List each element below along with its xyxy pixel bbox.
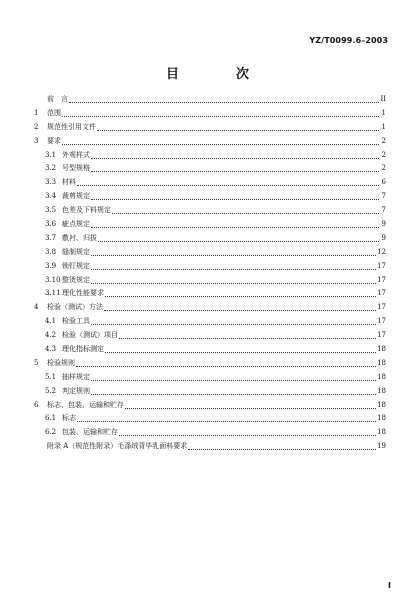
toc-entry-number: 3 xyxy=(34,136,39,145)
toc-entry[interactable] xyxy=(34,135,386,149)
toc-entry-label: 范围 xyxy=(47,108,61,117)
toc-entry-label: 标志 xyxy=(62,414,76,423)
toc-entry-label: 材料 xyxy=(62,178,76,187)
toc-entry-page: 1 xyxy=(381,108,386,117)
toc-entry[interactable] xyxy=(34,426,386,440)
toc-entry-number: 4.3 xyxy=(45,345,57,354)
toc-dot-leader xyxy=(91,158,379,159)
toc-entry-page: 9 xyxy=(381,233,386,242)
toc-entry-label: 敷衬、归拔 xyxy=(62,233,97,242)
toc-dot-leader xyxy=(105,296,376,297)
toc-entry-number: 3.11 xyxy=(45,289,61,298)
toc-entry-label: 理化性能要求 xyxy=(62,289,104,298)
toc-entry-number: 5 xyxy=(34,358,39,367)
toc-entry[interactable] xyxy=(34,440,386,454)
toc-entry-number: 6 xyxy=(34,400,39,409)
toc-entry-label: 号型规格 xyxy=(62,164,90,173)
toc-entry-number: 3.6 xyxy=(45,220,57,229)
toc-dot-leader xyxy=(91,227,379,228)
toc-dot-leader xyxy=(77,421,376,422)
toc-dot-leader xyxy=(97,130,379,131)
toc-entry[interactable] xyxy=(34,107,386,121)
toc-entry[interactable] xyxy=(34,343,386,357)
toc-entry-label: 规范性引用文件 xyxy=(47,122,96,131)
toc-entry-label: 色差及下料规定 xyxy=(62,206,111,215)
toc-entry-number: 1 xyxy=(34,108,39,117)
toc-entry-label: 理化指标测定 xyxy=(62,345,104,354)
toc-dot-leader xyxy=(76,366,376,367)
toc-entry-number: 4 xyxy=(34,303,39,312)
toc-entry[interactable] xyxy=(34,218,386,232)
toc-entry-label: 整烫规定 xyxy=(62,275,90,284)
toc-entry-page: 7 xyxy=(381,192,386,201)
toc-entry-label: 疵点规定 xyxy=(62,220,90,229)
toc-dot-leader xyxy=(69,102,379,103)
toc-dot-leader xyxy=(91,255,376,256)
toc-entry-page: 9 xyxy=(381,220,386,229)
toc-entry-label: 前 言 xyxy=(47,95,68,103)
toc-entry-label: 包装、运输和贮存 xyxy=(62,428,118,437)
toc-entry[interactable] xyxy=(34,149,386,163)
toc-entry-number: 3.5 xyxy=(45,206,57,215)
toc-entry[interactable] xyxy=(34,260,386,274)
toc-entry-number: 4.1 xyxy=(45,317,57,326)
toc-dot-leader xyxy=(104,310,376,311)
toc-entry-page: 7 xyxy=(381,206,386,215)
toc-entry-page: 6 xyxy=(381,178,386,187)
toc-dot-leader xyxy=(112,213,379,214)
toc-entry[interactable] xyxy=(34,162,386,176)
toc-entry-label: 要求 xyxy=(47,136,61,145)
toc-entry-page: 18 xyxy=(377,345,386,354)
toc-entry-page: 17 xyxy=(377,275,386,284)
toc-entry-number: 5.1 xyxy=(45,372,57,381)
toc-entry[interactable] xyxy=(34,315,386,329)
toc-entry[interactable] xyxy=(34,190,386,204)
toc-entry-number: 3.8 xyxy=(45,247,57,256)
toc-entry-label: 检验（测试）项目 xyxy=(62,331,118,340)
toc-entry-number: 4.2 xyxy=(45,331,57,340)
toc-dot-leader xyxy=(77,185,379,186)
toc-entry[interactable] xyxy=(34,385,386,399)
toc-entry-label: 检验（测试）方法 xyxy=(47,303,103,312)
toc-entry-label: 锁钉规定 xyxy=(62,261,90,270)
toc-dot-leader xyxy=(119,338,376,339)
toc-entry-label: 外观样式 xyxy=(62,150,90,159)
toc-entry-page: II xyxy=(380,95,386,103)
toc-dot-leader xyxy=(91,269,376,270)
table-of-contents xyxy=(34,93,386,454)
toc-entry-number: 3.4 xyxy=(45,192,57,201)
toc-dot-leader xyxy=(125,408,376,409)
toc-entry[interactable] xyxy=(34,329,386,343)
toc-dot-leader xyxy=(98,241,379,242)
toc-dot-leader xyxy=(91,283,376,284)
toc-entry[interactable] xyxy=(34,274,386,288)
toc-dot-leader xyxy=(91,171,379,172)
toc-entry[interactable] xyxy=(34,121,386,135)
toc-entry-page: 17 xyxy=(377,261,386,270)
toc-entry-number: 3.7 xyxy=(45,233,57,242)
toc-dot-leader xyxy=(62,144,379,145)
toc-entry[interactable] xyxy=(34,93,386,107)
toc-entry[interactable] xyxy=(34,232,386,246)
toc-entry-number: 3.3 xyxy=(45,178,57,187)
toc-entry[interactable] xyxy=(34,301,386,315)
toc-entry-page: 17 xyxy=(377,317,386,326)
toc-entry[interactable] xyxy=(34,371,386,385)
toc-entry-number: 2 xyxy=(34,122,39,131)
toc-entry-page: 18 xyxy=(377,414,386,423)
toc-entry-number: 3.10 xyxy=(45,275,61,284)
toc-entry[interactable] xyxy=(34,412,386,426)
toc-entry-label: 附录 A（规范性附录）毛涤绒背毕乳面料要求 xyxy=(47,442,188,451)
toc-entry-label: 判定规则 xyxy=(62,386,90,395)
toc-dot-leader xyxy=(91,394,376,395)
toc-entry-label: 检验工具 xyxy=(62,317,90,326)
toc-entry[interactable] xyxy=(34,176,386,190)
toc-entry-page: 18 xyxy=(377,428,386,437)
toc-entry-number: 6.1 xyxy=(45,414,57,423)
toc-entry-number: 6.2 xyxy=(45,428,57,437)
toc-entry-page: 2 xyxy=(381,136,386,145)
toc-entry[interactable] xyxy=(34,287,386,301)
toc-entry-page: 18 xyxy=(377,400,386,409)
toc-dot-leader xyxy=(91,324,376,325)
toc-entry-label: 抽样规定 xyxy=(62,372,90,381)
toc-entry-page: 2 xyxy=(381,164,386,173)
toc-dot-leader xyxy=(91,380,376,381)
toc-entry-page: 12 xyxy=(377,247,386,256)
toc-entry-page: 17 xyxy=(377,303,386,312)
toc-entry-page: 18 xyxy=(377,358,386,367)
toc-title: 目 次 xyxy=(165,67,271,82)
toc-entry-page: 18 xyxy=(377,372,386,381)
toc-entry-label: 裁剪规定 xyxy=(62,192,90,201)
toc-entry-label: 缝制规定 xyxy=(62,247,90,256)
toc-dot-leader xyxy=(105,352,376,353)
toc-dot-leader xyxy=(119,435,376,436)
toc-entry-number: 3.2 xyxy=(45,164,57,173)
toc-entry-page: 18 xyxy=(377,386,386,395)
toc-entry-page: 17 xyxy=(377,289,386,298)
toc-entry-number: 3.1 xyxy=(45,150,57,159)
toc-dot-leader xyxy=(62,116,379,117)
toc-entry-number: 3.9 xyxy=(45,261,57,270)
toc-entry-label: 检验规则 xyxy=(47,358,75,367)
toc-entry-page: 2 xyxy=(381,150,386,159)
toc-dot-leader xyxy=(188,449,376,450)
toc-entry[interactable] xyxy=(34,204,386,218)
toc-entry[interactable] xyxy=(34,246,386,260)
toc-entry-page: 17 xyxy=(377,331,386,340)
toc-entry[interactable] xyxy=(34,357,386,371)
toc-entry-label: 标志、包装、运输和贮存 xyxy=(47,400,124,409)
toc-entry-page: 1 xyxy=(381,122,386,131)
toc-entry[interactable] xyxy=(34,399,386,413)
toc-dot-leader xyxy=(91,199,379,200)
toc-entry-number: 5.2 xyxy=(45,386,57,395)
document-code: YZ/T0099.6–2003 xyxy=(309,36,388,45)
page-number: I xyxy=(388,581,391,590)
toc-entry-page: 19 xyxy=(377,442,386,451)
